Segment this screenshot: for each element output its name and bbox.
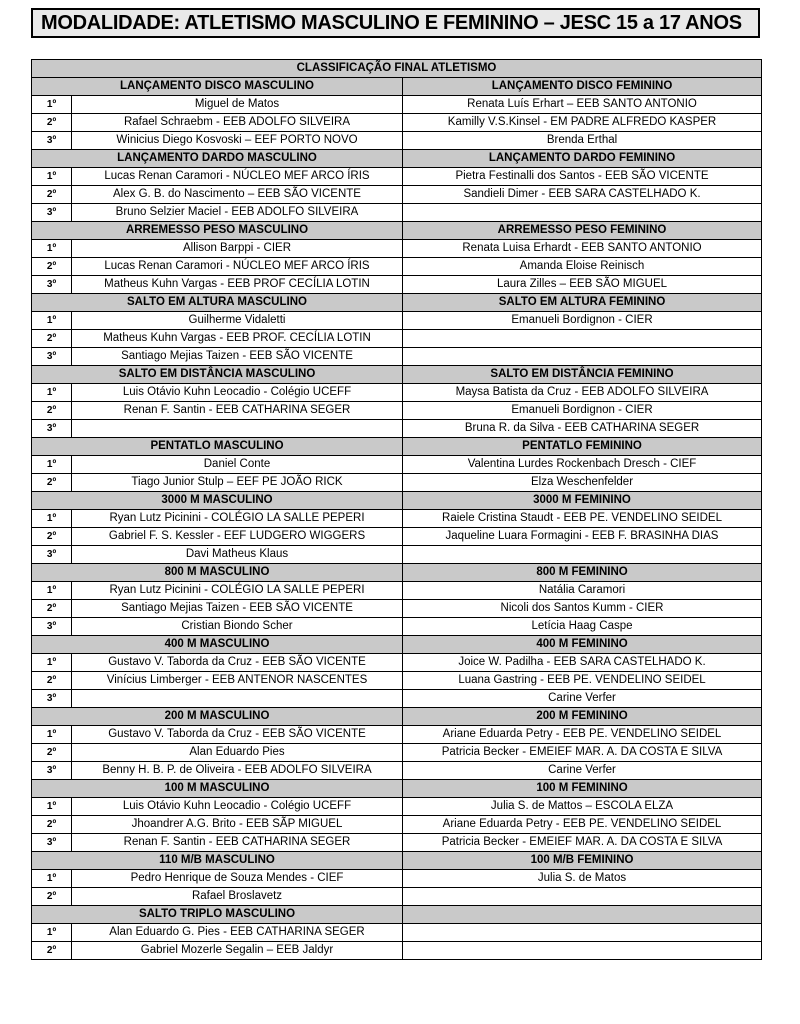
event-header-male: 400 M MASCULINO [32,636,403,654]
event-header-row [32,636,762,654]
table-row [32,510,762,528]
female-athlete-cell [403,888,762,906]
event-header-male: 3000 M MASCULINO [32,492,403,510]
position-cell: 3º [32,690,72,708]
female-athlete-cell: Emanueli Bordignon - CIER [403,312,762,330]
table-row [32,204,762,222]
event-header-row [32,150,762,168]
table-row [32,528,762,546]
male-athlete-cell: Daniel Conte [72,456,403,474]
position-cell: 1º [32,384,72,402]
event-header-male: 100 M MASCULINO [32,780,403,798]
male-athlete-cell: Benny H. B. P. de Oliveira - EEB ADOLFO SILVEIRA [72,762,403,780]
male-athlete-cell: Alex G. B. do Nascimento – EEB SÃO VICENTE [72,186,403,204]
female-athlete-cell: Ariane Eduarda Petry - EEB PE. VENDELINO SEIDEL [403,726,762,744]
event-header-male: 800 M MASCULINO [32,564,403,582]
female-athlete-cell: Valentina Lurdes Rockenbach Dresch - CIEF [403,456,762,474]
female-athlete-cell: Natália Caramori [403,582,762,600]
female-athlete-cell [403,348,762,366]
position-cell: 3º [32,132,72,150]
male-athlete-cell: Lucas Renan Caramori - NÚCLEO MEF ARCO ÍRIS [72,258,403,276]
position-cell: 1º [32,96,72,114]
male-athlete-cell: Jhoandrer A.G. Brito - EEB SÃP MIGUEL [72,816,403,834]
table-row [32,474,762,492]
position-cell: 1º [32,312,72,330]
position-cell: 3º [32,420,72,438]
male-athlete-cell: Gustavo V. Taborda da Cruz - EEB SÃO VICENTE [72,654,403,672]
event-header-female: LANÇAMENTO DARDO FEMININO [403,150,762,168]
position-cell: 3º [32,762,72,780]
position-cell: 2º [32,528,72,546]
female-athlete-cell [403,924,762,942]
table-row [32,942,762,960]
male-athlete-cell: Bruno Selzier Maciel - EEB ADOLFO SILVEIRA [72,204,403,222]
male-athlete-cell [72,690,403,708]
event-header-female: 800 M FEMININO [403,564,762,582]
table-row [32,546,762,564]
position-cell: 2º [32,744,72,762]
event-header-male: 200 M MASCULINO [32,708,403,726]
results-body [32,60,762,960]
female-athlete-cell: Renata Luisa Erhardt - EEB SANTO ANTONIO [403,240,762,258]
position-cell: 3º [32,348,72,366]
table-row [32,132,762,150]
male-athlete-cell: Guilherme Vidaletti [72,312,403,330]
table-row [32,168,762,186]
position-cell: 3º [32,204,72,222]
male-athlete-cell: Rafael Schraebm - EEB ADOLFO SILVEIRA [72,114,403,132]
table-row [32,618,762,636]
event-header-row [32,438,762,456]
event-header-male: SALTO EM DISTÂNCIA MASCULINO [32,366,403,384]
event-header-row [32,78,762,96]
female-athlete-cell: Brenda Erthal [403,132,762,150]
table-row [32,312,762,330]
female-athlete-cell: Maysa Batista da Cruz - EEB ADOLFO SILVEIRA [403,384,762,402]
table-row [32,762,762,780]
female-athlete-cell: Ariane Eduarda Petry - EEB PE. VENDELINO SEIDEL [403,816,762,834]
event-header-male: LANÇAMENTO DISCO MASCULINO [32,78,403,96]
table-row [32,114,762,132]
position-cell: 1º [32,654,72,672]
event-header-female: 100 M FEMININO [403,780,762,798]
event-header-male: SALTO TRIPLO MASCULINO [32,906,403,924]
female-athlete-cell: Joice W. Padilha - EEB SARA CASTELHADO K. [403,654,762,672]
table-row [32,330,762,348]
event-header-male: PENTATLO MASCULINO [32,438,403,456]
table-row [32,186,762,204]
position-cell: 2º [32,258,72,276]
female-athlete-cell [403,546,762,564]
table-row [32,600,762,618]
female-athlete-cell: Patricia Becker - EMEIEF MAR. A. DA COSTA E SILVA [403,834,762,852]
male-athlete-cell: Luis Otávio Kuhn Leocadio - Colégio UCEFF [72,384,403,402]
event-header-row [32,366,762,384]
event-header-female: ARREMESSO PESO FEMININO [403,222,762,240]
position-cell: 2º [32,942,72,960]
male-athlete-cell: Lucas Renan Caramori - NÚCLEO MEF ARCO ÍRIS [72,168,403,186]
event-header-female: 400 M FEMININO [403,636,762,654]
position-cell: 1º [32,456,72,474]
table-title: CLASSIFICAÇÃO FINAL ATLETISMO [32,60,762,78]
table-row [32,834,762,852]
event-header-male: ARREMESSO PESO MASCULINO [32,222,403,240]
female-athlete-cell: Julia S. de Mattos – ESCOLA ELZA [403,798,762,816]
male-athlete-cell: Gustavo V. Taborda da Cruz - EEB SÃO VICENTE [72,726,403,744]
event-header-female: 200 M FEMININO [403,708,762,726]
table-row [32,456,762,474]
male-athlete-cell: Allison Barppi - CIER [72,240,403,258]
event-header-male: SALTO EM ALTURA MASCULINO [32,294,403,312]
event-header-row [32,564,762,582]
event-header-female: 100 M/B FEMININO [403,852,762,870]
position-cell: 1º [32,870,72,888]
event-header-row [32,780,762,798]
event-header-female [403,906,762,924]
male-athlete-cell: Alan Eduardo G. Pies - EEB CATHARINA SEGER [72,924,403,942]
event-header-male: 110 M/B MASCULINO [32,852,403,870]
female-athlete-cell [403,942,762,960]
table-row [32,384,762,402]
table-title-row [32,60,762,78]
event-header-row [32,708,762,726]
male-athlete-cell: Santiago Mejias Taizen - EEB SÃO VICENTE [72,600,403,618]
event-header-female: SALTO EM ALTURA FEMININO [403,294,762,312]
table-row [32,96,762,114]
male-athlete-cell: Pedro Henrique de Souza Mendes - CIEF [72,870,403,888]
position-cell: 1º [32,798,72,816]
table-row [32,582,762,600]
female-athlete-cell: Kamilly V.S.Kinsel - EM PADRE ALFREDO KASPER [403,114,762,132]
female-athlete-cell [403,204,762,222]
female-athlete-cell: Raiele Cristina Staudt - EEB PE. VENDELINO SEIDEL [403,510,762,528]
female-athlete-cell: Pietra Festinalli dos Santos - EEB SÃO VICENTE [403,168,762,186]
female-athlete-cell: Letícia Haag Caspe [403,618,762,636]
female-athlete-cell: Patricia Becker - EMEIEF MAR. A. DA COSTA E SILVA [403,744,762,762]
male-athlete-cell: Ryan Lutz Picinini - COLÉGIO LA SALLE PEPERI [72,582,403,600]
position-cell: 1º [32,726,72,744]
female-athlete-cell: Emanueli Bordignon - CIER [403,402,762,420]
position-cell: 2º [32,672,72,690]
male-athlete-cell: Alan Eduardo Pies [72,744,403,762]
table-row [32,276,762,294]
results-table [31,59,762,960]
female-athlete-cell: Julia S. de Matos [403,870,762,888]
position-cell: 2º [32,474,72,492]
position-cell: 1º [32,510,72,528]
position-cell: 2º [32,330,72,348]
female-athlete-cell: Carine Verfer [403,690,762,708]
male-athlete-cell: Matheus Kuhn Vargas - EEB PROF. CECÍLIA LOTIN [72,330,403,348]
position-cell: 3º [32,276,72,294]
female-athlete-cell: Luana Gastring - EEB PE. VENDELINO SEIDEL [403,672,762,690]
male-athlete-cell: Miguel de Matos [72,96,403,114]
male-athlete-cell: Santiago Mejias Taizen - EEB SÃO VICENTE [72,348,403,366]
position-cell: 2º [32,816,72,834]
table-row [32,816,762,834]
table-row [32,420,762,438]
position-cell: 1º [32,168,72,186]
event-header-female: PENTATLO FEMININO [403,438,762,456]
table-row [32,744,762,762]
male-athlete-cell: Matheus Kuhn Vargas - EEB PROF CECÍLIA LOTIN [72,276,403,294]
male-athlete-cell: Renan F. Santin - EEB CATHARINA SEGER [72,834,403,852]
female-athlete-cell: Laura Zilles – EEB SÃO MIGUEL [403,276,762,294]
table-row [32,240,762,258]
event-header-row [32,492,762,510]
male-athlete-cell: Renan F. Santin - EEB CATHARINA SEGER [72,402,403,420]
table-row [32,924,762,942]
table-row [32,258,762,276]
female-athlete-cell: Nicoli dos Santos Kumm - CIER [403,600,762,618]
table-row [32,690,762,708]
position-cell: 3º [32,618,72,636]
position-cell: 2º [32,186,72,204]
position-cell: 2º [32,600,72,618]
document-title: MODALIDADE: ATLETISMO MASCULINO E FEMININO – JESC 15 a 17 ANOS [31,8,760,38]
male-athlete-cell: Gabriel Mozerle Segalin – EEB Jaldyr [72,942,403,960]
event-header-female: SALTO EM DISTÂNCIA FEMININO [403,366,762,384]
position-cell: 2º [32,888,72,906]
female-athlete-cell: Sandieli Dimer - EEB SARA CASTELHADO K. [403,186,762,204]
female-athlete-cell: Elza Weschenfelder [403,474,762,492]
position-cell: 2º [32,114,72,132]
male-athlete-cell: Vinícius Limberger - EEB ANTENOR NASCENTES [72,672,403,690]
event-header-female: 3000 M FEMININO [403,492,762,510]
female-athlete-cell: Jaqueline Luara Formagini - EEB F. BRASINHA DIAS [403,528,762,546]
position-cell: 3º [32,834,72,852]
position-cell: 1º [32,582,72,600]
female-athlete-cell [403,330,762,348]
table-row [32,654,762,672]
position-cell: 3º [32,546,72,564]
event-header-row [32,906,762,924]
event-header-row [32,222,762,240]
male-athlete-cell: Ryan Lutz Picinini - COLÉGIO LA SALLE PEPERI [72,510,403,528]
event-header-female: LANÇAMENTO DISCO FEMININO [403,78,762,96]
female-athlete-cell: Amanda Eloise Reinisch [403,258,762,276]
female-athlete-cell: Renata Luís Erhart – EEB SANTO ANTONIO [403,96,762,114]
table-row [32,726,762,744]
table-row [32,888,762,906]
table-row [32,798,762,816]
male-athlete-cell: Luis Otávio Kuhn Leocadio - Colégio UCEFF [72,798,403,816]
position-cell: 1º [32,240,72,258]
table-row [32,672,762,690]
male-athlete-cell: Tiago Junior Stulp – EEF PE JOÃO RICK [72,474,403,492]
event-header-row [32,852,762,870]
event-header-row [32,294,762,312]
female-athlete-cell: Carine Verfer [403,762,762,780]
male-athlete-cell: Winicius Diego Kosvoski – EEF PORTO NOVO [72,132,403,150]
position-cell: 1º [32,924,72,942]
table-row [32,348,762,366]
male-athlete-cell: Davi Matheus Klaus [72,546,403,564]
position-cell: 2º [32,402,72,420]
table-row [32,870,762,888]
male-athlete-cell: Cristian Biondo Scher [72,618,403,636]
male-athlete-cell: Rafael Broslavetz [72,888,403,906]
table-row [32,402,762,420]
event-header-male: LANÇAMENTO DARDO MASCULINO [32,150,403,168]
male-athlete-cell: Gabriel F. S. Kessler - EEF LUDGERO WIGGERS [72,528,403,546]
female-athlete-cell: Bruna R. da Silva - EEB CATHARINA SEGER [403,420,762,438]
male-athlete-cell [72,420,403,438]
